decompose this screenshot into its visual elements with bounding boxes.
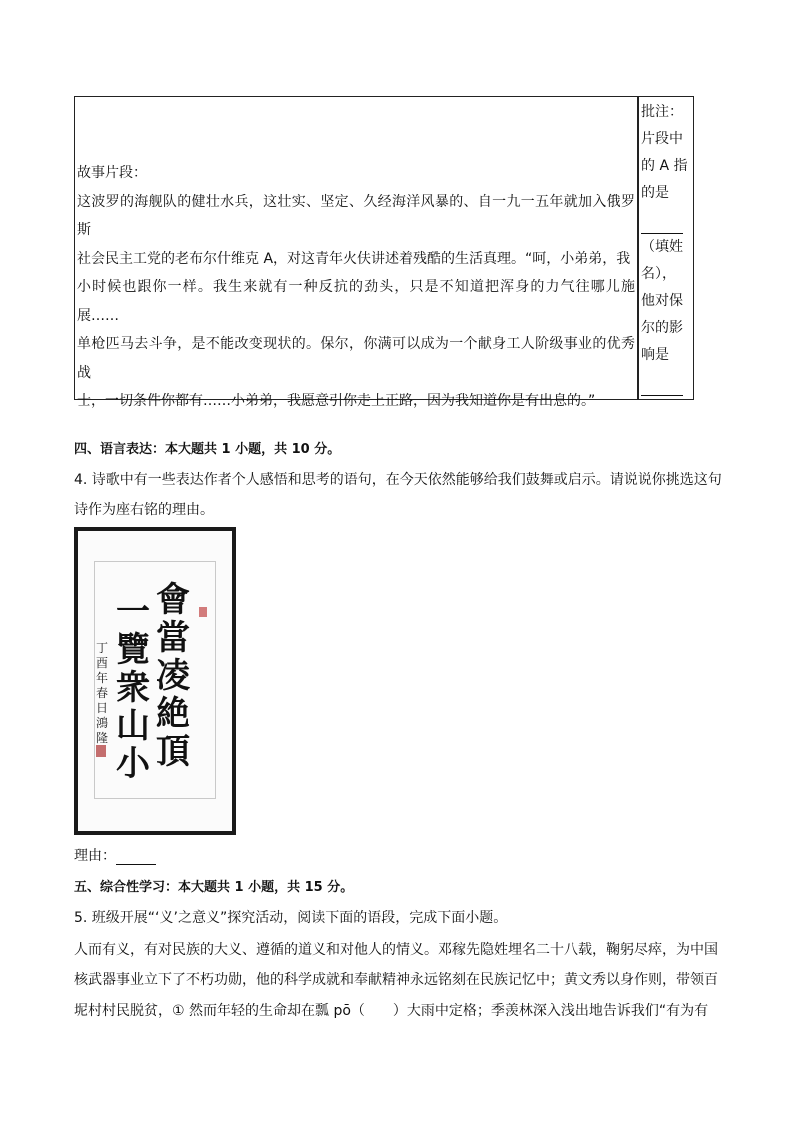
story-line: 士，一切条件你都有……小弟弟，我愿意引你走上正路，因为我知道你是有出息的。” bbox=[77, 393, 596, 409]
note-line: 响是 bbox=[641, 347, 669, 363]
calligraphy-mat bbox=[78, 531, 232, 831]
calligraphy-inscription: 丁酉年春日 鴻隆 bbox=[96, 641, 109, 745]
note-line: 的 A 指 bbox=[641, 158, 688, 174]
reason-blank[interactable] bbox=[116, 850, 156, 865]
fill-blank-influence[interactable] bbox=[641, 369, 683, 396]
passage-line: 核武器事业立下了不朽功勋，他的科学成就和奉献精神永远铭刻在民族记忆中；黄文秀以身作则，带领百 bbox=[74, 972, 718, 988]
story-cell bbox=[75, 97, 638, 409]
section4-heading: 四、语言表达：本大题共 1 小题，共 10 分。 bbox=[74, 442, 341, 457]
question4-line1: 4. 诗歌中有一些表达作者个人感悟和思考的语句，在今天依然能够给我们鼓舞或启示。请说说你挑选这句 bbox=[74, 472, 722, 488]
passage-line: 人而有义，有对民族的大义、遵循的道义和对他人的情义。邓稼先隐姓埋名二十八载，鞠躬尽瘁，为中国 bbox=[74, 942, 718, 958]
note-line: 批注： bbox=[641, 104, 683, 120]
note-cell bbox=[638, 97, 693, 399]
story-line: 社会民主工党的老布尔什维克 A，对这青年火伕讲述着残酷的生活真理。“呵，小弟弟，我 bbox=[77, 250, 631, 267]
calligraphy-column-left: 一覽衆山小 bbox=[116, 592, 150, 784]
note-line: 片段中 bbox=[641, 131, 683, 147]
passage-line: 坭村村民脱贫，① 然而年轻的生命却在瓢 pō（ ）大雨中定格；季羡林深入浅出地告诉我们“有为有 bbox=[74, 1003, 709, 1019]
calligraphy-column-right: 會當凌絶頂 bbox=[156, 580, 190, 772]
question5-line: 5. 班级开展“‘义’之意义”探究活动，阅读下面的语段，完成下面小题。 bbox=[74, 910, 508, 926]
reason-label: 理由： bbox=[74, 848, 116, 864]
seal-stamp bbox=[199, 607, 207, 617]
story-line: 小时候也跟你一样。我生来就有一种反抗的劲头，只是不知道把浑身的力气往哪儿施展…… bbox=[77, 279, 635, 324]
note-line: 的是 bbox=[641, 185, 669, 201]
calligraphy-image bbox=[74, 527, 236, 835]
story-line: 单枪匹马去斗争，是不能改变现状的。保尔，你满可以成为一个献身工人阶级事业的优秀战 bbox=[77, 336, 635, 381]
note-line: 他对保 bbox=[641, 293, 683, 309]
seal-stamp bbox=[96, 745, 106, 757]
story-heading: 故事片段： bbox=[77, 165, 147, 181]
reason-line bbox=[74, 845, 156, 865]
question4-line2: 诗作为座右铭的理由。 bbox=[74, 502, 214, 518]
story-text bbox=[77, 159, 635, 416]
story-table bbox=[74, 96, 694, 409]
section5-heading: 五、综合性学习：本大题共 1 小题，共 15 分。 bbox=[74, 880, 354, 895]
note-line: 名）， bbox=[641, 266, 676, 282]
note-text bbox=[641, 99, 691, 396]
note-line: （填姓 bbox=[641, 239, 683, 255]
note-line: 尔的影 bbox=[641, 320, 683, 336]
story-line: 这波罗的海舰队的健壮水兵，这壮实、坚定、久经海洋风暴的、自一九一五年就加入俄罗斯 bbox=[77, 193, 635, 238]
fill-blank-name[interactable] bbox=[641, 207, 683, 234]
